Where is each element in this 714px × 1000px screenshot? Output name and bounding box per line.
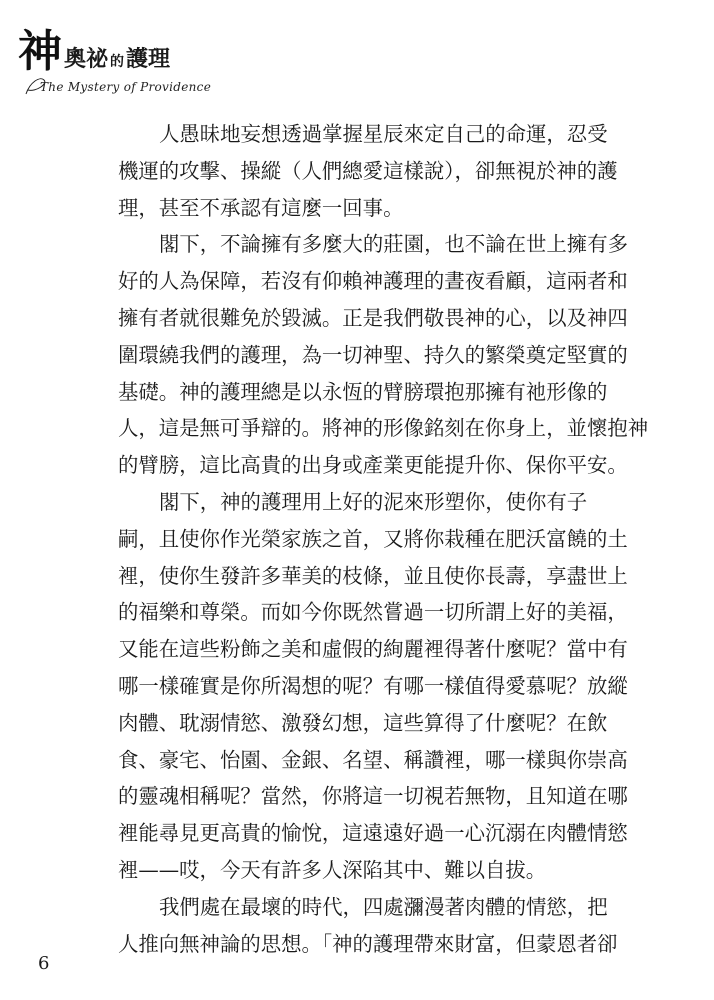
header-title-part1: 奧祕	[64, 46, 109, 72]
text-line: 哪一樣確實是你所渴想的呢？有哪一樣值得愛慕呢？放縱	[118, 673, 628, 698]
text-line: 食、豪宅、怡園、金銀、名望、稱讚裡，哪一樣與你崇高	[118, 747, 628, 772]
text-line: 裡能尋見更高貴的愉悅，這遠遠好過一心沉溺在肉體情慾	[118, 821, 628, 846]
text-line: 擁有者就很難免於毀滅。正是我們敬畏神的心，以及神四	[118, 305, 628, 330]
text-line: 閣下，不論擁有多麼大的莊園，也不論在世上擁有多	[159, 232, 628, 257]
text-line: 好的人為保障，若沒有仰賴神護理的晝夜看顧，這兩者和	[118, 269, 628, 294]
page-number: 6	[38, 953, 50, 974]
running-header	[18, 28, 218, 98]
header-title-part3: 護理	[126, 46, 171, 72]
header-subtitle: The Mystery of Providence	[40, 80, 212, 94]
text-line: 人愚昧地妄想透過掌握星辰來定自己的命運，忍受	[159, 122, 608, 146]
text-line: 的福樂和尊榮。而如今你既然嘗過一切所謂上好的美福，	[118, 600, 628, 625]
text-line: 基礎。神的護理總是以永恆的臂膀環抱那擁有祂形像的	[118, 379, 608, 404]
text-line: 肉體、耽溺情慾、激發幻想，這些算得了什麼呢？在飲	[118, 710, 608, 735]
text-line: 理，甚至不承認有這麼一回事。	[118, 195, 404, 220]
text-line: 閣下，神的護理用上好的泥來形塑你，使你有子	[159, 489, 588, 514]
text-line: 裡，使你生發許多華美的枝條，並且使你長壽，享盡世上	[118, 563, 628, 588]
header-title-part2: 的	[110, 54, 125, 70]
text-line: 我們處在最壞的時代，四處瀰漫著肉體的情慾，把	[159, 894, 608, 919]
text-line: 的臂膀，這比高貴的出身或產業更能提升你、保你平安。	[118, 453, 628, 478]
text-line: 人推向無神論的思想。「神的護理帶來財富，但蒙恩者卻	[118, 931, 618, 956]
text-line: 裡——哎，今天有許多人深陷其中、難以自拔。	[118, 857, 547, 882]
header-title	[64, 42, 170, 73]
text-line: 又能在這些粉飾之美和虛假的絢麗裡得著什麼呢？當中有	[118, 637, 628, 662]
header-title-big-char: 神	[18, 26, 62, 77]
text-line: 人，這是無可爭辯的。將神的形像銘刻在你身上，並懷抱神	[118, 416, 649, 441]
text-line: 嗣，且使你作光榮家族之首，又將你栽種在肥沃富饒的土	[118, 526, 628, 551]
text-line: 的靈魂相稱呢？當然，你將這一切視若無物，且知道在哪	[118, 784, 628, 809]
body-text	[118, 116, 649, 962]
text-line: 機運的攻擊、操縱（人們總愛這樣說），卻無視於神的護	[118, 158, 618, 183]
text-line: 圍環繞我們的護理，為一切神聖、持久的繁榮奠定堅實的	[118, 342, 628, 367]
